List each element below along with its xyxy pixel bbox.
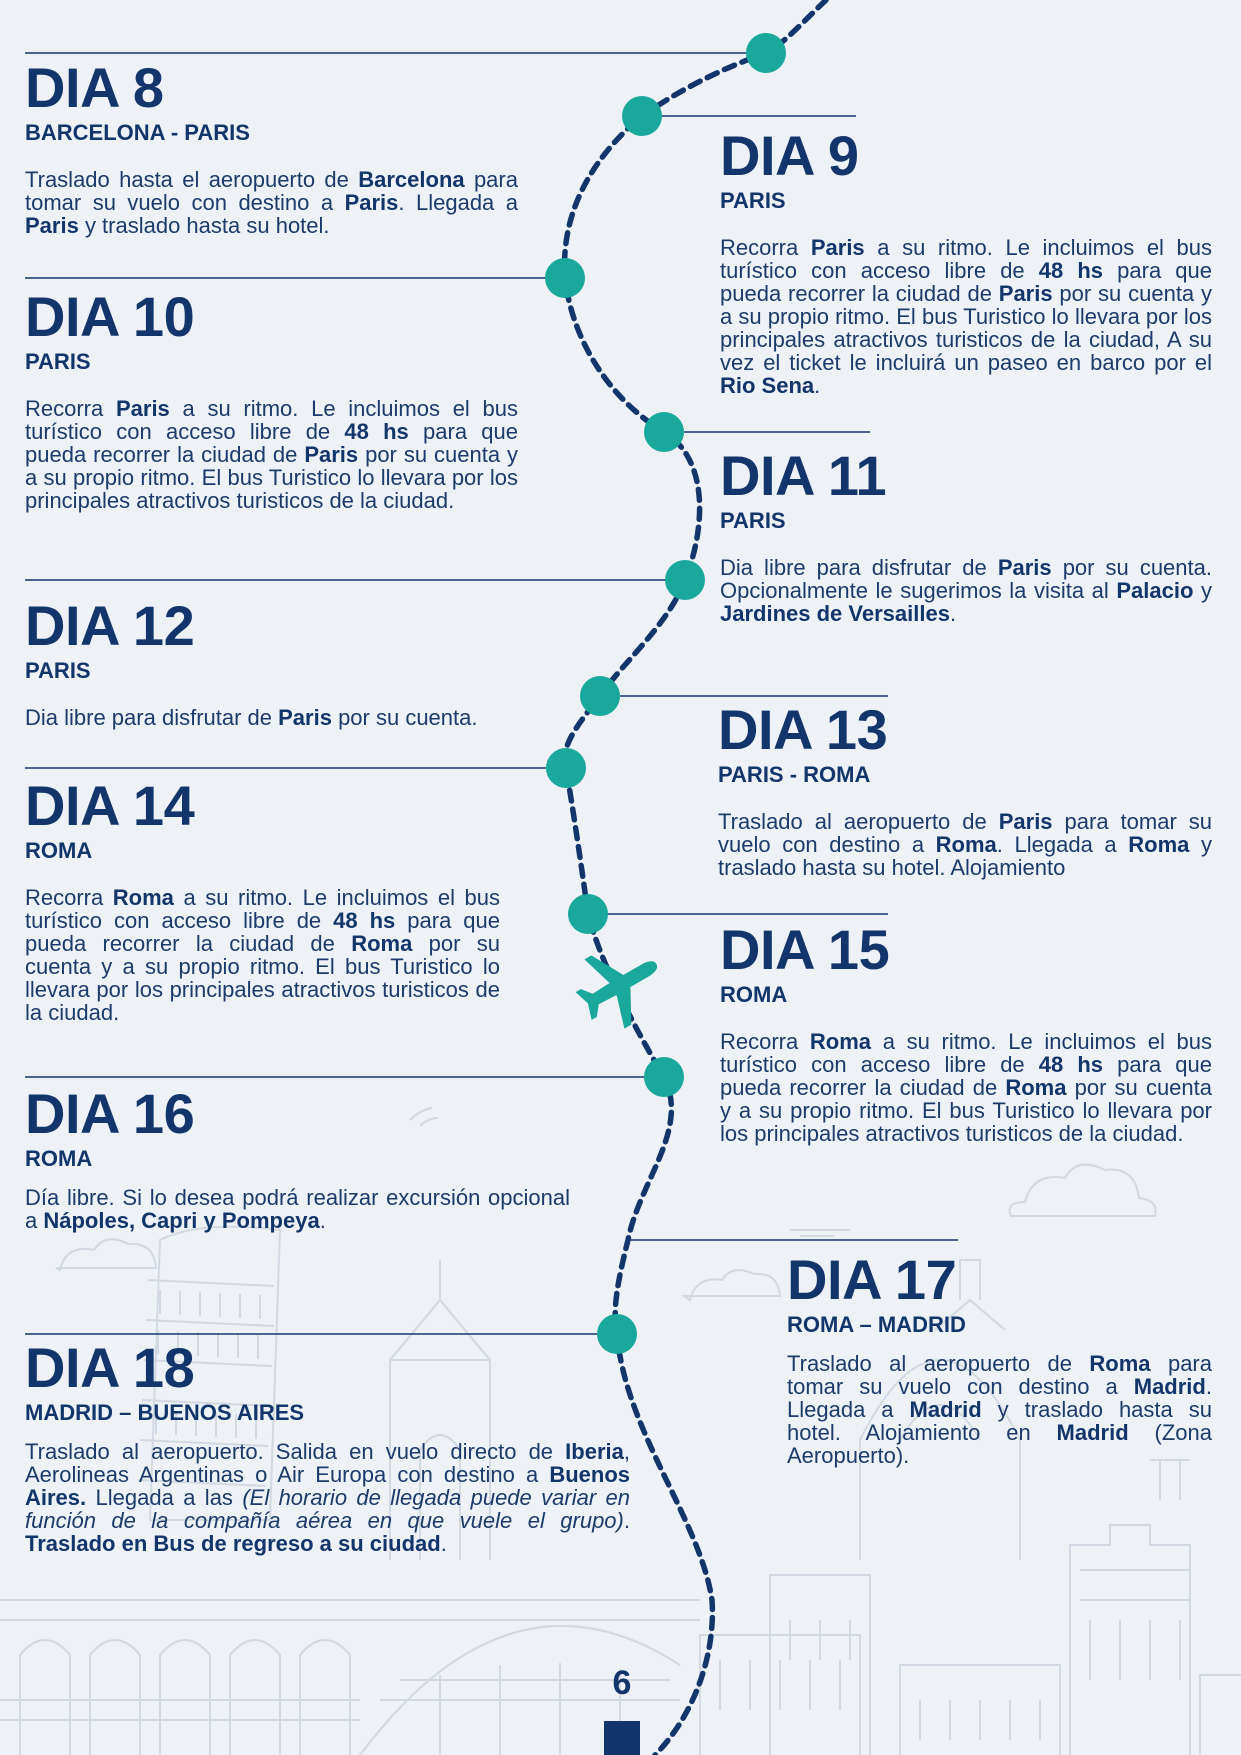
description-text: . [949,601,957,626]
highlighted-text: Roma [809,1029,872,1054]
description-text: Día libre. Si lo desea podrá realizar excursión opcional a [25,1185,570,1233]
circle-marker-icon [580,676,620,716]
day-entry-17 [787,1250,1212,1467]
day-route: PARIS - ROMA [718,762,871,787]
day-route: ROMA [720,982,788,1007]
circle-marker-icon [546,748,586,788]
circle-marker-icon [665,560,705,600]
highlighted-text: 48 hs [1038,258,1104,283]
description-text: a su ritmo. Le incluimos el bus turístico con acceso libre de [720,235,1212,283]
description-text: para tomar su vuelo con destino a [718,809,1212,857]
highlighted-text: Nápoles, Capri y Pompeya [43,1208,320,1233]
description-text: , Aerolineas Argentinas o Air Europa con destino a [25,1439,630,1487]
day-heading: DIA 14 [25,774,195,837]
day-description [720,556,1212,625]
day-entry-9 [720,126,1212,397]
highlighted-text: Paris [25,213,79,238]
highlighted-text: Jardines de Versailles [720,601,950,626]
day-entry-13 [718,700,1212,879]
highlighted-text: Madrid [1056,1420,1129,1445]
circle-marker-icon [644,1057,684,1097]
highlighted-text: Iberia [565,1439,624,1464]
description-text: para que pueda recorrer la ciudad de [720,1052,1212,1100]
description-text: Recorra [720,235,811,260]
day-heading: DIA 9 [720,124,859,187]
airplane-icon [564,929,677,1040]
day-entry-11 [720,446,1212,625]
highlighted-text: Paris [997,555,1052,580]
description-text: a su ritmo. Le incluimos el bus turístico con acceso libre de [25,396,518,444]
description-text: Traslado al aeropuerto. Salida en vuelo directo de [25,1439,566,1464]
description-text: . Llegada a [787,1374,1212,1422]
description-text: por su cuenta y a su propio ritmo. El bus Turistico lo llevara por los principales atractivos turisticos de la ciudad. [25,442,518,513]
description-text: para que pueda recorrer la ciudad de [25,419,518,467]
day-entry-8 [25,58,518,237]
highlighted-text: Roma [351,931,413,956]
highlighted-text: Roma [1089,1351,1151,1376]
day-route: ROMA [25,1146,93,1171]
day-entry-12 [25,596,565,729]
day-description [718,810,1212,879]
day-route: PARIS [25,349,91,374]
day-description [720,236,1212,397]
day-entry-10 [25,287,518,512]
day-heading: DIA 10 [25,285,195,348]
description-text: Traslado hasta el aeropuerto de [25,167,359,192]
description-text: . [814,373,821,398]
highlighted-text: 48 hs [333,908,396,933]
circle-marker-icon [746,33,786,73]
description-text: y traslado hasta su hotel. Alojamiento [718,832,1212,880]
day-heading: DIA 18 [25,1336,195,1399]
description-text: para tomar su vuelo con destino a [25,167,518,215]
day-route: PARIS [720,508,786,533]
day-description [25,168,518,237]
description-text: por su cuenta. Opcionalmente le sugerimos la visita al [720,555,1212,603]
description-text: para tomar su vuelo con destino a [787,1351,1212,1399]
day-description [720,1030,1212,1145]
description-text: (Zona Aeropuerto). [787,1420,1212,1468]
day-description [25,1440,630,1555]
day-route: PARIS [25,658,91,683]
highlighted-text: Roma [112,885,174,910]
description-text: para que pueda recorrer la ciudad de [720,258,1212,306]
highlighted-text: Paris [998,809,1053,834]
description-text: a su ritmo. Le incluimos el bus turístico con acceso libre de [720,1029,1212,1077]
day-heading: DIA 11 [720,444,887,507]
description-text: Traslado al aeropuerto de [787,1351,1090,1376]
day-heading: DIA 17 [787,1248,957,1311]
description-text: a su ritmo. Le incluimos el bus turístico con acceso libre de [25,885,500,933]
day-description [787,1352,1212,1467]
day-entry-15 [720,920,1212,1145]
day-heading: DIA 8 [25,56,164,119]
highlighted-text: Palacio [1116,578,1194,603]
day-entry-18 [25,1338,630,1555]
description-text: Recorra [25,396,116,421]
description-text: por su cuenta y a su propio ritmo. El bus Turistico lo llevara por los principales atractivos turisticos de la ciudad, A su vez el ticket le incluirá un paseo en barco por el [720,281,1212,375]
circle-marker-icon [644,412,684,452]
highlighted-text: Buenos Aires. [25,1462,630,1510]
highlighted-text: 48 hs [1038,1052,1104,1077]
day-description [25,706,565,729]
day-heading: DIA 15 [720,918,890,981]
day-heading: DIA 16 [25,1082,195,1145]
day-description [25,886,500,1024]
highlighted-text: Barcelona [358,167,465,192]
page-number: 6 [612,1664,632,1702]
description-text: para que pueda recorrer la ciudad de [25,908,500,956]
circle-marker-icon [545,258,585,298]
description-text: . [623,1508,630,1533]
description-text: y [1193,578,1212,603]
description-text: por su cuenta y a su propio ritmo. El bus Turistico lo llevara por los principales atractivos turisticos de la ciudad. [720,1075,1212,1146]
circle-marker-icon [568,894,608,934]
highlighted-text: Paris [810,235,865,260]
day-entry-16 [25,1084,570,1232]
description-text: y traslado hasta su hotel. [78,213,330,238]
highlighted-text: Paris [115,396,170,421]
description-text: . [319,1208,326,1233]
highlighted-text: Rio Sena [720,373,815,398]
description-text: y traslado hasta su hotel. Alojamiento en [787,1397,1212,1445]
italic-note: (El horario de llegada puede variar en función de la compañía aérea en que vuele el grupo) [25,1485,631,1533]
highlighted-text: 48 hs [344,419,409,444]
day-entry-14 [25,776,500,1024]
day-description [25,1186,570,1232]
description-text: Recorra [720,1029,810,1054]
highlighted-text: Roma [935,832,997,857]
description-text: . [440,1531,447,1556]
highlighted-text: Roma [1005,1075,1067,1100]
day-route: ROMA [25,838,93,863]
description-text: Recorra [25,885,113,910]
description-text: por su cuenta. [331,705,478,730]
highlighted-text: Madrid [1133,1374,1206,1399]
description-text: Traslado al aeropuerto de [718,809,999,834]
day-heading: DIA 12 [25,594,195,657]
highlighted-text: Traslado en Bus de regreso a su ciudad [25,1531,441,1556]
description-text: . Llegada a [398,190,519,215]
description-text: Dia libre para disfrutar de [25,705,279,730]
day-route: ROMA – MADRID [787,1312,966,1337]
circle-marker-icon [622,96,662,136]
day-description [25,397,518,512]
description-text: Llegada a las [86,1485,243,1510]
description-text: por su cuenta y a su propio ritmo. El bus Turistico lo llevara por los principales atractivos turisticos de la ciudad. [25,931,500,1025]
day-route: BARCELONA - PARIS [25,120,250,145]
page-tab-marker [604,1721,640,1755]
day-route: PARIS [720,188,786,213]
highlighted-text: Madrid [909,1397,982,1422]
description-text: Dia libre para disfrutar de [720,555,998,580]
day-heading: DIA 13 [718,698,888,761]
highlighted-text: Paris [998,281,1053,306]
highlighted-text: Paris [304,442,359,467]
day-route: MADRID – BUENOS AIRES [25,1400,305,1425]
highlighted-text: Roma [1128,832,1190,857]
description-text: . Llegada a [996,832,1129,857]
highlighted-text: Paris [278,705,332,730]
highlighted-text: Paris [344,190,399,215]
